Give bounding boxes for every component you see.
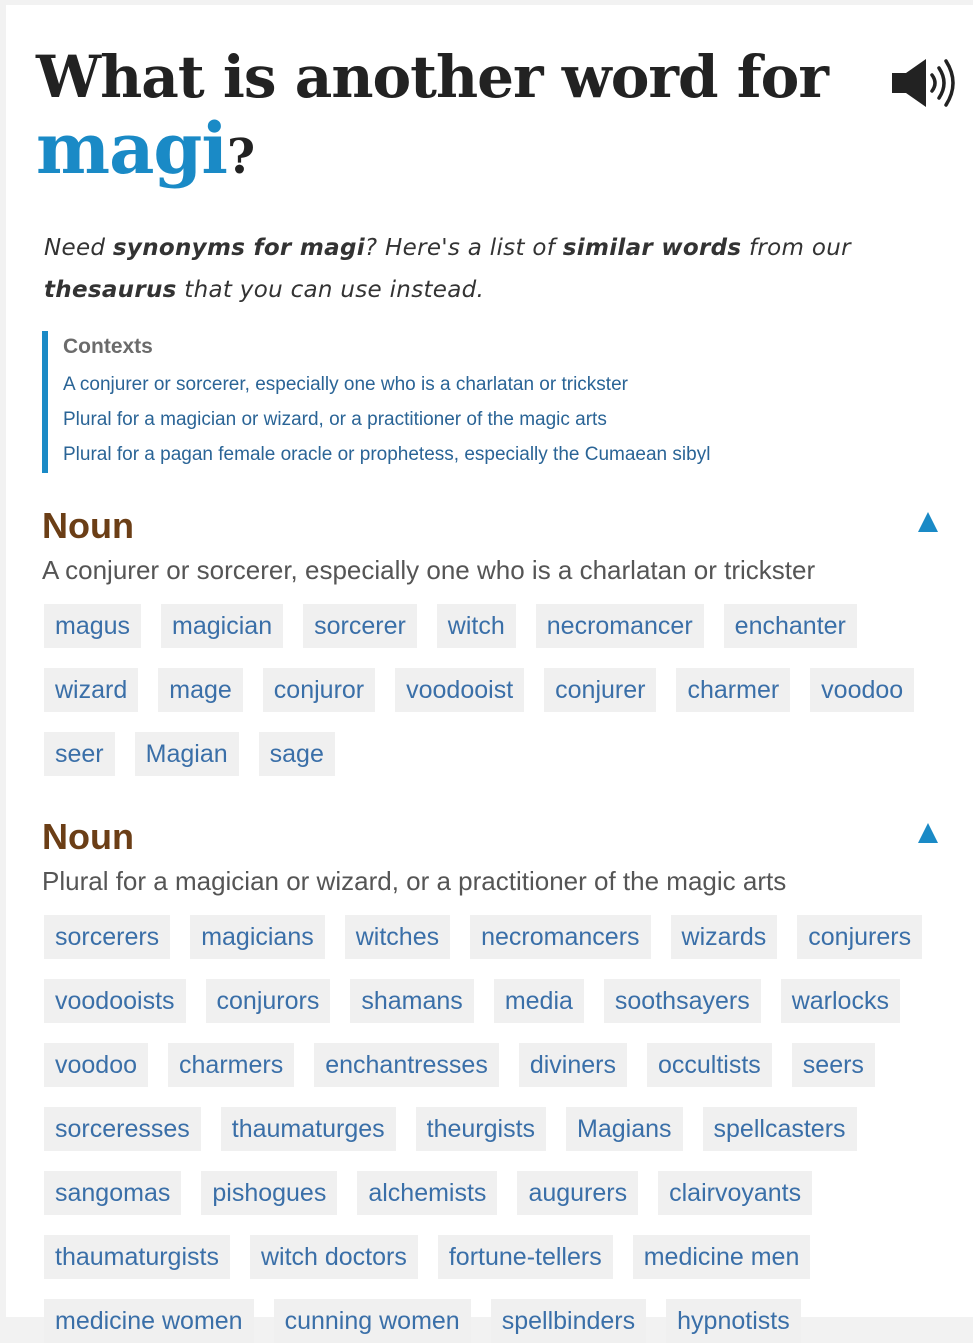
synonym-chip[interactable]: conjurers <box>797 915 922 959</box>
synonym-chip[interactable]: voodoo <box>44 1043 148 1087</box>
collapse-arrow-icon[interactable] <box>918 512 938 532</box>
synonym-list <box>44 915 962 1343</box>
context-link[interactable]: A conjurer or sorcerer, especially one who is a charlatan or trickster <box>63 374 628 395</box>
synonym-chip[interactable]: necromancers <box>470 915 650 959</box>
synonym-chip[interactable]: charmers <box>168 1043 294 1087</box>
synonym-chip[interactable]: mage <box>158 668 243 712</box>
collapse-arrow-icon[interactable] <box>918 823 938 843</box>
synonym-chip[interactable]: conjuror <box>263 668 375 712</box>
context-link[interactable]: Plural for a magician or wizard, or a practitioner of the magic arts <box>63 409 607 430</box>
synonym-chip[interactable]: enchanter <box>724 604 857 648</box>
synonym-section <box>42 504 962 776</box>
synonym-chip[interactable]: medicine men <box>633 1235 811 1279</box>
page-title <box>36 41 856 193</box>
intro-part: from our <box>741 235 851 261</box>
synonym-chip[interactable]: thaumaturgists <box>44 1235 230 1279</box>
synonym-chip[interactable]: Magians <box>566 1107 683 1151</box>
synonym-chip[interactable]: sangomas <box>44 1171 181 1215</box>
synonym-chip[interactable]: fortune-tellers <box>438 1235 613 1279</box>
intro-bold: synonyms for magi <box>112 235 365 261</box>
synonym-chip[interactable]: soothsayers <box>604 979 761 1023</box>
page-card <box>6 5 973 1335</box>
synonym-chip[interactable]: conjurors <box>206 979 331 1023</box>
synonym-list <box>44 604 962 776</box>
synonym-chip[interactable]: shamans <box>350 979 473 1023</box>
synonym-chip[interactable]: magicians <box>190 915 325 959</box>
speaker-icon[interactable] <box>890 55 960 111</box>
intro-bold: thesaurus <box>44 277 177 303</box>
synonym-chip[interactable]: hypnotists <box>666 1299 801 1343</box>
title-word: magi <box>36 107 227 190</box>
synonym-chip[interactable]: sage <box>259 732 335 776</box>
synonym-chip[interactable]: enchantresses <box>314 1043 499 1087</box>
synonym-chip[interactable]: spellbinders <box>491 1299 646 1343</box>
synonym-chip[interactable]: sorcerers <box>44 915 170 959</box>
synonym-chip[interactable]: voodoo <box>810 668 914 712</box>
intro-part: ? Here's a list of <box>364 235 563 261</box>
synonym-chip[interactable]: necromancer <box>536 604 704 648</box>
part-of-speech: Noun <box>42 816 134 857</box>
synonym-chip[interactable]: alchemists <box>357 1171 497 1215</box>
synonym-chip[interactable]: conjurer <box>544 668 656 712</box>
synonym-chip[interactable]: magician <box>161 604 283 648</box>
synonym-chip[interactable]: charmer <box>676 668 790 712</box>
synonym-chip[interactable]: clairvoyants <box>658 1171 812 1215</box>
synonym-chip[interactable]: seers <box>792 1043 875 1087</box>
intro-part: Need <box>44 235 113 261</box>
title-suffix: ? <box>226 129 255 185</box>
context-link[interactable]: Plural for a pagan female oracle or prophetess, especially the Cumaean sibyl <box>63 444 711 465</box>
synonym-chip[interactable]: diviners <box>519 1043 627 1087</box>
synonym-chip[interactable]: sorceresses <box>44 1107 201 1151</box>
intro-part: that you can use instead. <box>176 277 485 303</box>
synonym-chip[interactable]: wizard <box>44 668 138 712</box>
synonym-chip[interactable]: pishogues <box>201 1171 337 1215</box>
title-prefix: What is another word for <box>36 43 828 111</box>
section-definition: Plural for a magician or wizard, or a practitioner of the magic arts <box>42 866 787 896</box>
synonym-chip[interactable]: theurgists <box>416 1107 546 1151</box>
synonym-chip[interactable]: media <box>494 979 584 1023</box>
section-definition: A conjurer or sorcerer, especially one who is a charlatan or trickster <box>42 555 816 585</box>
synonym-chip[interactable]: Magian <box>135 732 239 776</box>
synonym-chip[interactable]: magus <box>44 604 141 648</box>
synonym-chip[interactable]: witches <box>345 915 450 959</box>
synonym-chip[interactable]: seer <box>44 732 115 776</box>
synonym-chip[interactable]: voodooist <box>395 668 524 712</box>
synonym-chip[interactable]: warlocks <box>781 979 900 1023</box>
synonym-chip[interactable]: medicine women <box>44 1299 254 1343</box>
synonym-chip[interactable]: witch doctors <box>250 1235 418 1279</box>
part-of-speech: Noun <box>42 505 134 546</box>
intro-text <box>44 227 970 311</box>
contexts-heading: Contexts <box>63 335 153 358</box>
synonym-chip[interactable]: voodooists <box>44 979 186 1023</box>
synonym-chip[interactable]: occultists <box>647 1043 772 1087</box>
synonym-section <box>42 815 962 1343</box>
synonym-chip[interactable]: sorcerer <box>303 604 417 648</box>
synonym-chip[interactable]: wizards <box>671 915 778 959</box>
synonym-chip[interactable]: cunning women <box>274 1299 471 1343</box>
synonym-chip[interactable]: thaumaturges <box>221 1107 396 1151</box>
synonym-chip[interactable]: witch <box>437 604 516 648</box>
synonym-chip[interactable]: spellcasters <box>703 1107 857 1151</box>
intro-bold: similar words <box>562 235 742 261</box>
contexts-box <box>42 331 942 473</box>
synonym-chip[interactable]: augurers <box>517 1171 638 1215</box>
